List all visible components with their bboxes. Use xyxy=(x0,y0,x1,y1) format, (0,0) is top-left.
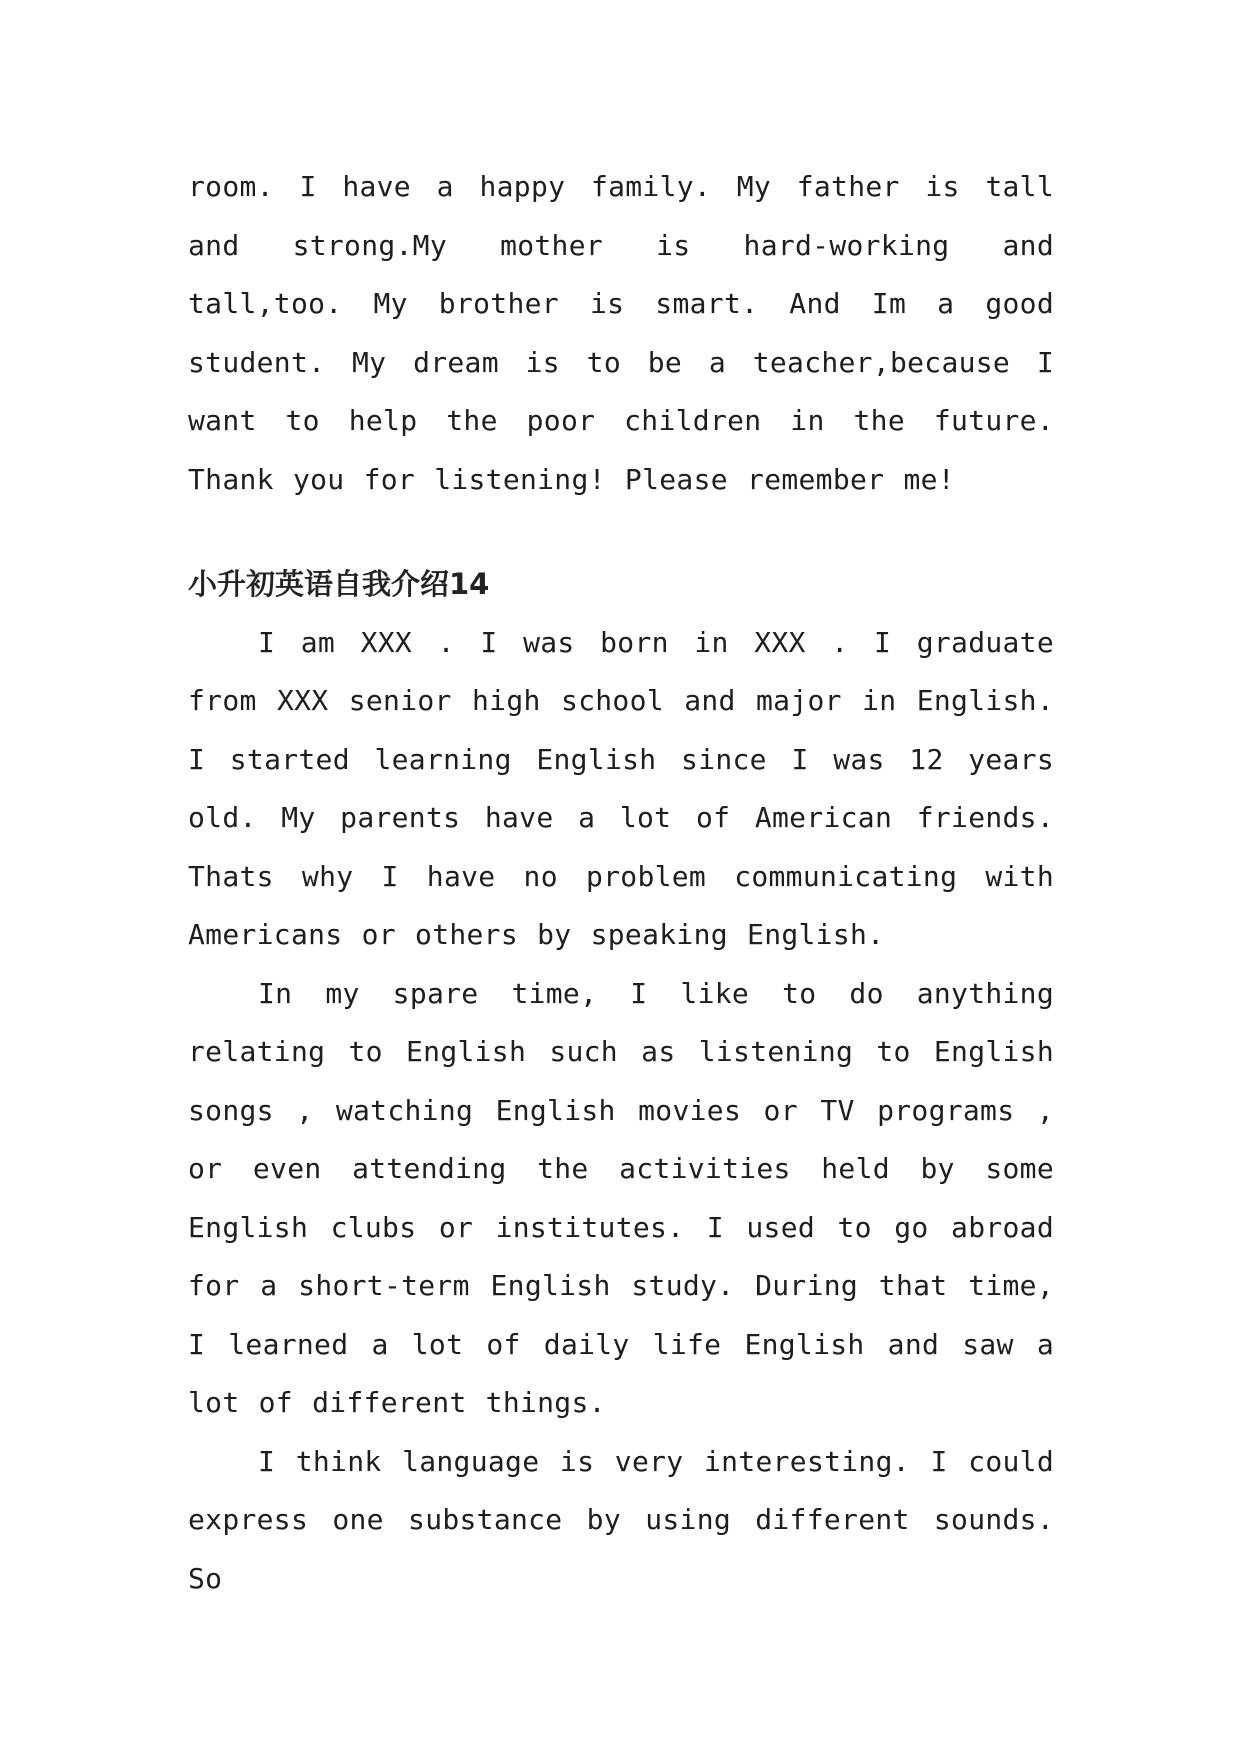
paragraph-introduction: I am XXX . I was born in XXX . I graduate from XXX senior high school and major in English. I started learning English since I was 12 years old. My parents have a lot of American friends. Thats why I have no problem communicating with Americans or others by speaking English. xyxy=(188,625,1054,951)
paragraph-language: I think language is very interesting. I could express one substance by using different sounds. So xyxy=(188,1444,1054,1595)
document-body xyxy=(188,158,1054,1608)
paragraph-spare-time: In my spare time, I like to do anything relating to English such as listening to English songs , watching English movies or TV programs , or even attending the activities held by some English clubs or institutes. I used to go abroad for a short-term English study. During that time, I learned a lot of daily life English and saw a lot of different things. xyxy=(188,976,1054,1419)
section-spacer xyxy=(188,509,1054,555)
continued-paragraph: room. I have a happy family. My father is tall and strong.My mother is hard-working and tall,too. My brother is smart. And Im a good student. My dream is to be a teacher,because I want to help the poor children in the future. Thank you for listening! Please remember me! xyxy=(188,170,1054,496)
section-heading: 小升初英语自我介绍14 xyxy=(188,567,490,601)
